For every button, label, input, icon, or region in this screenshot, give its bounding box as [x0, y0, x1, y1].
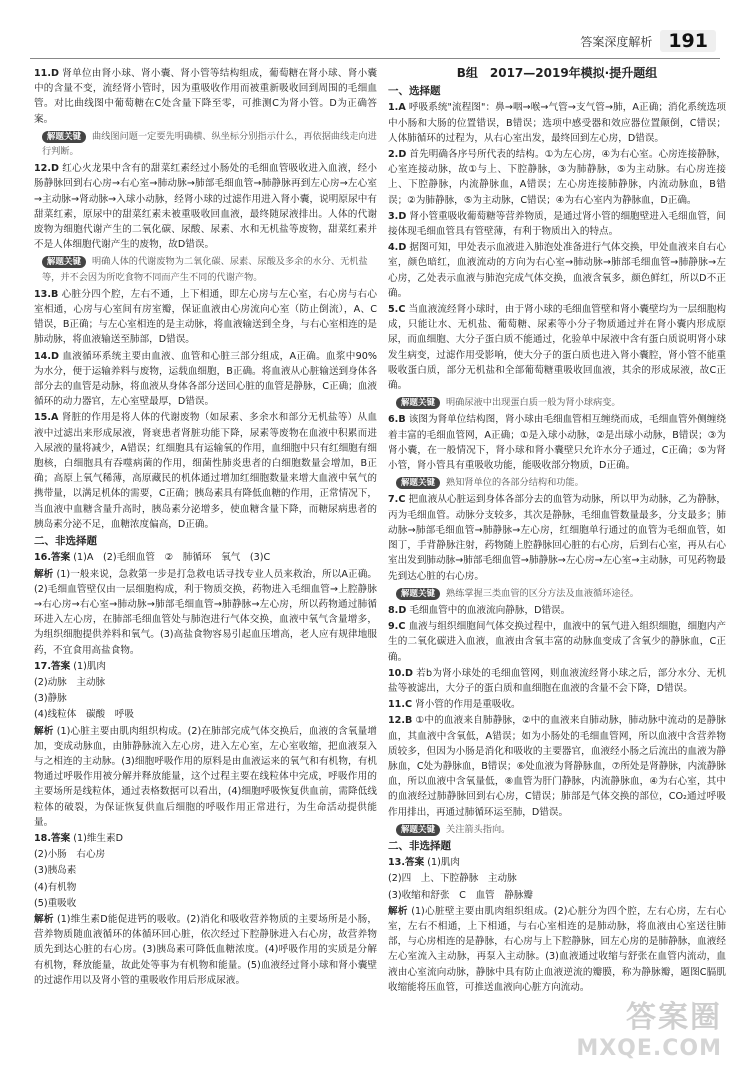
answer-item: [34, 410, 377, 532]
question-answer-line: (1)维生素D: [73, 832, 124, 844]
answer-item: [388, 209, 726, 239]
key-point-box: [42, 129, 377, 159]
analysis-label: 解析: [34, 568, 54, 580]
header-title: 答案深度解析: [580, 34, 653, 49]
answer-number: 6.B: [388, 414, 406, 426]
key-point-badge: 解题关键: [396, 824, 440, 836]
question-answer-line: (4)线粒体 碳酸 呼吸: [34, 709, 134, 721]
question-answer-label: 17.答案: [34, 660, 71, 672]
answer-item: [388, 302, 726, 393]
key-point-badge: 解题关键: [396, 397, 440, 409]
answer-number: 13.B: [34, 288, 59, 300]
question-answer-line: (2)动脉 主动脉: [34, 676, 106, 688]
question-answer-line: (5)重吸收: [34, 897, 77, 909]
analysis-paragraph: [34, 724, 377, 830]
analysis-label: 解析: [34, 725, 54, 737]
key-point-text: 曲线图问题一定要先明确横、纵坐标分别指示什么，再依据曲线走向进行判断。: [42, 130, 377, 158]
answer-number: 12.B: [388, 715, 413, 727]
answer-text: 据图可知，甲处表示血液进入肺泡处准备进行气体交换，甲处血液来自右心室，颜色暗红，血液流动的方向为右心室→肺动脉→肺部毛细血管→肺静脉→左心房，乙处表示血液与肺泡完成气体交换，血液含氧多，颜色鲜红，所以D不正确。: [388, 242, 726, 299]
answer-item: [388, 240, 726, 301]
key-point-box: [42, 254, 377, 284]
key-point-badge: 解题关键: [42, 131, 86, 143]
answer-text: 毛细血管中的血液流向静脉，D错误。: [409, 604, 571, 616]
question-answer-line: (4)有机物: [34, 881, 77, 893]
key-point-text: 明确人体的代谢废物为二氧化碳、尿素、尿酸及多余的水分、无机盐等，并不会因为所吃食物不同而产生不同的代谢产物。: [42, 256, 368, 283]
answer-text: 血液与组织细胞间气体交换过程中，血液中的氧气进入组织细胞，细胞内产生的二氧化碳进入血液，血液由含氧丰富的动脉血变成了含氧少的静脉血，C正确。: [388, 621, 727, 663]
answer-text: 心脏分四个腔，左右不通，上下相通，即左心房与左心室，右心房与右心室相通，心房与心室间有房室瓣，保证血液由心房流向心室（防止倒流），A、C错误，B正确；与左心室相连的是主动脉，将血液输送到全身，与右心室相连的是肺动脉，将血液输送至肺部，D错误。: [34, 288, 377, 346]
section-title: 一、选择题: [388, 85, 441, 98]
section-title: 二、非选择题: [388, 839, 451, 852]
answer-item: [388, 603, 726, 618]
key-point-box: [396, 395, 726, 410]
answer-text: 首先明确各序号所代表的结构。①为左心房，④为右心室。心房连接静脉，心室连接动脉，故①与上、下腔静脉，③为肺静脉，⑤为主动脉。右心房连接上、下腔静脉，内流静脉血，A错误；左心房连接肺静脉，内流动脉血，B错误；②为肺静脉，⑤为主动脉，C错误；④为右心室内为静脉血，D正确。: [388, 149, 726, 206]
answer-number: 1.A: [388, 102, 406, 114]
answer-item: [388, 100, 726, 146]
question-answer-line: (3)静脉: [34, 693, 67, 705]
answer-number: 8.D: [388, 604, 407, 616]
analysis-text: (1)心脏壁主要由肌肉组织组成。(2)心脏分为四个腔，左右心房，左右心室，左右不相通，上下相通，与右心室相连的是肺动脉，将血液由心室送往肺部，与心房相连的是静脉，右心房与上下腔静脉，回左心房的是肺静脉，血液经左心室流入主动脉，再泵入主动脉。(3)血液通过收缩与舒张在血管内流动，血液由心室流向动脉，静脉中具有防止血液逆流的瓣膜，称为静脉瓣，题图C膈肌收缩能将压血管，可推送血液向心脏方向流动。: [388, 905, 727, 993]
key-point-box: [396, 475, 726, 490]
answer-item: [388, 412, 726, 473]
question-answer-text: (1)A (2)毛细血管 ② 肺循环 氧气 (3)C: [73, 552, 271, 564]
answer-text: 肾脏的作用是将人体的代谢废物（如尿素、多余水和部分无机盐等）从血液中过滤出来形成尿液，肾衰患者肾脏功能下降，尿素等废物在血液中积累而进入尿液的量将减少，A错误；红细胞具有运输氧的作用，血细胞中只有红细胞有细胞核，白细胞具有吞噬病菌的作用，细菌性肺炎患者的白细胞数量会增加，B正确；高原上氧气稀薄，高原藏民的机体通过增加红细胞数量来增大血液中氧气的携带量，以满足机体的需要，C正确；胰岛素具有降低血糖的作用，正常情况下，当血液中血糖含量升高时，胰岛素分泌增多，使血糖含量下降，而糖尿病患者的胰岛素分泌不足，血糖浓度偏高，D正确。: [34, 412, 377, 530]
question-answer-line: (3)胰岛素: [34, 865, 77, 877]
question-answer-label: 18.答案: [34, 832, 71, 844]
answer-number: 3.D: [388, 210, 407, 222]
answer-number: 14.D: [34, 350, 59, 362]
watermark-url: MXQE.COM: [576, 1036, 722, 1061]
answer-number: 12.D: [34, 163, 59, 175]
answer-item: [34, 66, 377, 127]
analysis-text: (1)维生素D能促进钙的吸收。(2)消化和吸收营养物质的主要场所是小肠，营养物质随血液循环的体循环回心脏，依次经过下腔静脉进入右心房，故营养物质先到达心脏的右心房。(3)胰岛素可降低血糖浓度。(4)呼吸作用的实质是分解有机物，释放能量，故此处等事为有机物和能量。(5)血液经过肾小球和肾小囊壁的过滤作用以及肾小管的重吸收作用后形成尿液。: [34, 913, 377, 986]
page-number: 191: [660, 30, 716, 52]
key-point-text: 关注箭头指向。: [446, 823, 511, 835]
section-title: 二、非选择题: [34, 535, 97, 548]
key-point-box: [396, 822, 726, 837]
answer-item: [388, 147, 726, 208]
analysis-text: (1)一般来说，急救第一步是打急救电话寻找专业人员来救治，所以A正确。(2)毛细血管壁仅由一层细胞构成，利于物质交换，药物进入毛细血管→上腔静脉→右心房→右心室→肺动脉→肺部毛细血管→肺静脉→左心房，所以药物通过肺循环进入左心房，在肺部毛细血管处与肺泡进行气体交换，血液中氧气含量增多，为组织细胞提供养料和氧气。(3)高盐食物容易引起血压增高，老人应有规律地服药，不宜食用高盐食物。: [34, 568, 378, 656]
answer-number: 15.A: [34, 412, 59, 424]
answer-item: [388, 697, 726, 712]
analysis-label: 解析: [34, 913, 54, 925]
question-answer-line: (3)收缩和舒张 C 血管 静脉瓣: [388, 889, 534, 901]
watermark: [576, 992, 722, 1061]
watermark-logo-text: 答案圈: [626, 1000, 722, 1035]
right-column: [388, 66, 726, 996]
answer-item: [388, 492, 726, 583]
answer-number: 11.C: [388, 699, 413, 711]
answer-text: 肾单位由肾小球、肾小囊、肾小管等结构组成，葡萄糖在肾小球、肾小囊中的含量不变，流经肾小管时，因为重吸收作用而被重新吸收回到周围的毛细血管。对比曲线图中葡萄糖在C处含量下降至零，可推测C为肾小管。D为正确答案。: [34, 68, 377, 125]
answer-text: 把血液从心脏运到身体各部分去的血管为动脉，所以甲为动脉，乙为静脉，丙为毛细血管。动脉分支较多，其次是静脉，毛细血管数量最多，分支最多；肺动脉→肺部毛细血管→肺静脉→左心房，红细胞单行通过的血管为毛细血管，如图丁，手背静脉注射，药物随上腔静脉回心脏的右心房，后到右心室，再从右心室出发到肺动脉→肺部毛细血管→肺静脉→左心房→左心室→主动脉，可见药物最先到达心脏的右心房。: [388, 494, 727, 582]
answer-item: [388, 666, 726, 696]
answer-item: [34, 287, 377, 348]
left-column: [34, 66, 377, 989]
answer-number: 9.C: [388, 621, 406, 633]
key-point-badge: 解题关键: [42, 256, 86, 268]
question-answer: [34, 659, 377, 674]
answer-number: 2.D: [388, 149, 407, 161]
question-answer-line: (2)小肠 右心房: [34, 849, 106, 861]
answer-text: ①中的血液来自肺静脉，②中的血液来自肺动脉，肺动脉中流动的是静脉血，其血液中含氧低，A错误；如为小肠处的毛细血管网，所以血液中含营养物质较多，但因为小肠是消化和吸收的主要器官，血液经小肠之后流出的血液为静脉血，C处为静脉血，B错误；⑥处血液为肾静脉血，⑦所处是肾静脉，内流静脉血，所以血液中含氧量低，⑧血管为肝门静脉，内流静脉血，④为右心室，其中的血液经过肺静脉回到右心房，C错误；肺部是气体交换的部位，CO₂通过呼吸作用排出，再通过肺循环运至肺，D错误。: [388, 715, 726, 818]
answer-item: [388, 713, 726, 819]
answer-text: 血液循环系统主要由血液、血管和心脏三部分组成，A正确。血浆中90%为水分，便于运输养料与废物，运载血细胞，B正确。将血液从心脏输送到身体各部分去的血管是动脉，将血液从身体各部分送回心脏的血管是静脉，C正确；血液循环的动力器官，左心室壁最厚，D错误。: [34, 350, 377, 408]
analysis-paragraph: [34, 567, 377, 658]
answer-text: 肾小管重吸收葡萄糖等营养物质，是通过肾小管的细胞壁进入毛细血管，间接体现毛细血管具有管壁薄，有利于物质出入的特点。: [388, 210, 726, 238]
answer-text: 肾小管的作用是重吸收。: [415, 699, 521, 711]
answer-number: 4.D: [388, 242, 407, 254]
analysis-text: (1)心脏主要由肌肉组织构成。(2)在肺部完成气体交换后，血液的含氧量增加，变成动脉血，由肺静脉流入左心房，进入左心室，左心室收缩，把血液泵入与之相连的主动脉。(3)细胞呼吸作用的原料是由血液运来的氧气和有机物，有机物通过呼吸作用被分解并释放能量，这个过程主要在线粒体中完成，呼吸作用的主要场所是线粒体，通过表格数据可以看出，(4)细胞呼吸恢复供血前，需降低线粒体的破裂，为保证恢复供血后细胞的呼吸作用正常进行，为生命活动提供能量。: [34, 725, 377, 828]
question-answer-label: 13.答案: [388, 857, 425, 869]
analysis-label: 解析: [388, 905, 408, 917]
answer-text: 红心火龙果中含有的甜菜红素经过小肠处的毛细血管吸收进入血液，经小肠静脉回到右心房→右心室→肺动脉→肺部毛细血管→肺静脉再到左心房→左心室→主动脉→肾动脉→入球小动脉，经肾小球的过滤作用进入肾小囊，说明原尿中有甜菜红素，原尿中的甜菜红素未被重吸收回血液，最终随尿液排出。人体的代谢废物为细胞代谢产生的二氧化碳、尿酸、尿素、水和无机盐等废物，甜菜红素并不是人体细胞代谢产生的废物，故D错误。: [34, 163, 377, 251]
answer-text: 若b为肾小球处的毛细血管网，则血液流经肾小球之后，部分水分、无机盐等被滤出，大分子的蛋白质和血细胞在血液的含量不会下降，D错误。: [388, 667, 726, 694]
answer-text: 当血液流经肾小球时，由于肾小球的毛细血管壁和肾小囊壁均为一层细胞构成，只能让水、无机盐、葡萄糖、尿素等小分子物质通过并在肾小囊内形成原尿，而血细胞、大分子蛋白质不能通过，化验单中尿液中含有蛋白质说明肾小球发生病变，过滤作用受影响，使大分子的蛋白质也进入肾小囊腔，肾小管不能重吸收蛋白质，部分无机盐和全部葡萄糖重吸收回血液，其余的形成尿液，故C正确。: [388, 304, 727, 392]
question-answer-label: 16.答案: [34, 552, 71, 564]
key-point-box: [396, 586, 726, 601]
analysis-paragraph: [34, 912, 377, 988]
key-point-badge: 解题关键: [396, 588, 440, 600]
key-point-text: 明确尿液中出现蛋白质一般为肾小球病变。: [446, 397, 621, 409]
key-point-text: 熟知肾单位的各部分结构和功能。: [446, 477, 584, 489]
answer-number: 5.C: [388, 304, 406, 316]
question-answer-line: (2)四 上、下腔静脉 主动脉: [388, 873, 517, 885]
question-answer-line: (1)肌肉: [73, 660, 107, 672]
question-answer: [388, 855, 726, 870]
group-title: B组 2017—2019年模拟·提升题组: [456, 66, 658, 80]
page-header: [580, 30, 716, 52]
answer-item: [34, 161, 377, 252]
question-answer: [34, 831, 377, 846]
question-answer-line: (1)肌肉: [427, 857, 461, 869]
answer-number: 10.D: [388, 667, 413, 679]
question-answer: [34, 550, 377, 565]
analysis-paragraph: [388, 904, 726, 995]
answer-text: 呼吸系统"流程图"：鼻→咽→喉→气管→支气管→肺，A正确；消化系统选项中小肠和大肠的位置错误，B错误；选项中感受器和效应器位置颠倒，C错误；人体肺循环的过程为，从右心室出发，最终回到左心房，D错误。: [388, 102, 726, 144]
answer-text: 该图为肾单位结构图，肾小球由毛细血管相互缠绕而成，毛细血管外侧缠绕着丰富的毛细血管网，A正确；①是入球小动脉，②是出球小动脉，B错误；③为肾小囊，在一般情况下，肾小球和肾小囊壁只允许水分子通过，C正确；⑤为肾小管，肾小管具有重吸收功能，能吸收部分物质，D正确。: [388, 414, 726, 472]
key-point-text: 熟练掌握三类血管的区分方法及血液循环途径。: [446, 587, 639, 599]
answer-number: 7.C: [388, 494, 406, 506]
header-divider: [30, 58, 720, 59]
key-point-badge: 解题关键: [396, 477, 440, 489]
answer-item: [34, 349, 377, 410]
answer-item: [388, 619, 726, 665]
answer-number: 11.D: [34, 68, 59, 79]
